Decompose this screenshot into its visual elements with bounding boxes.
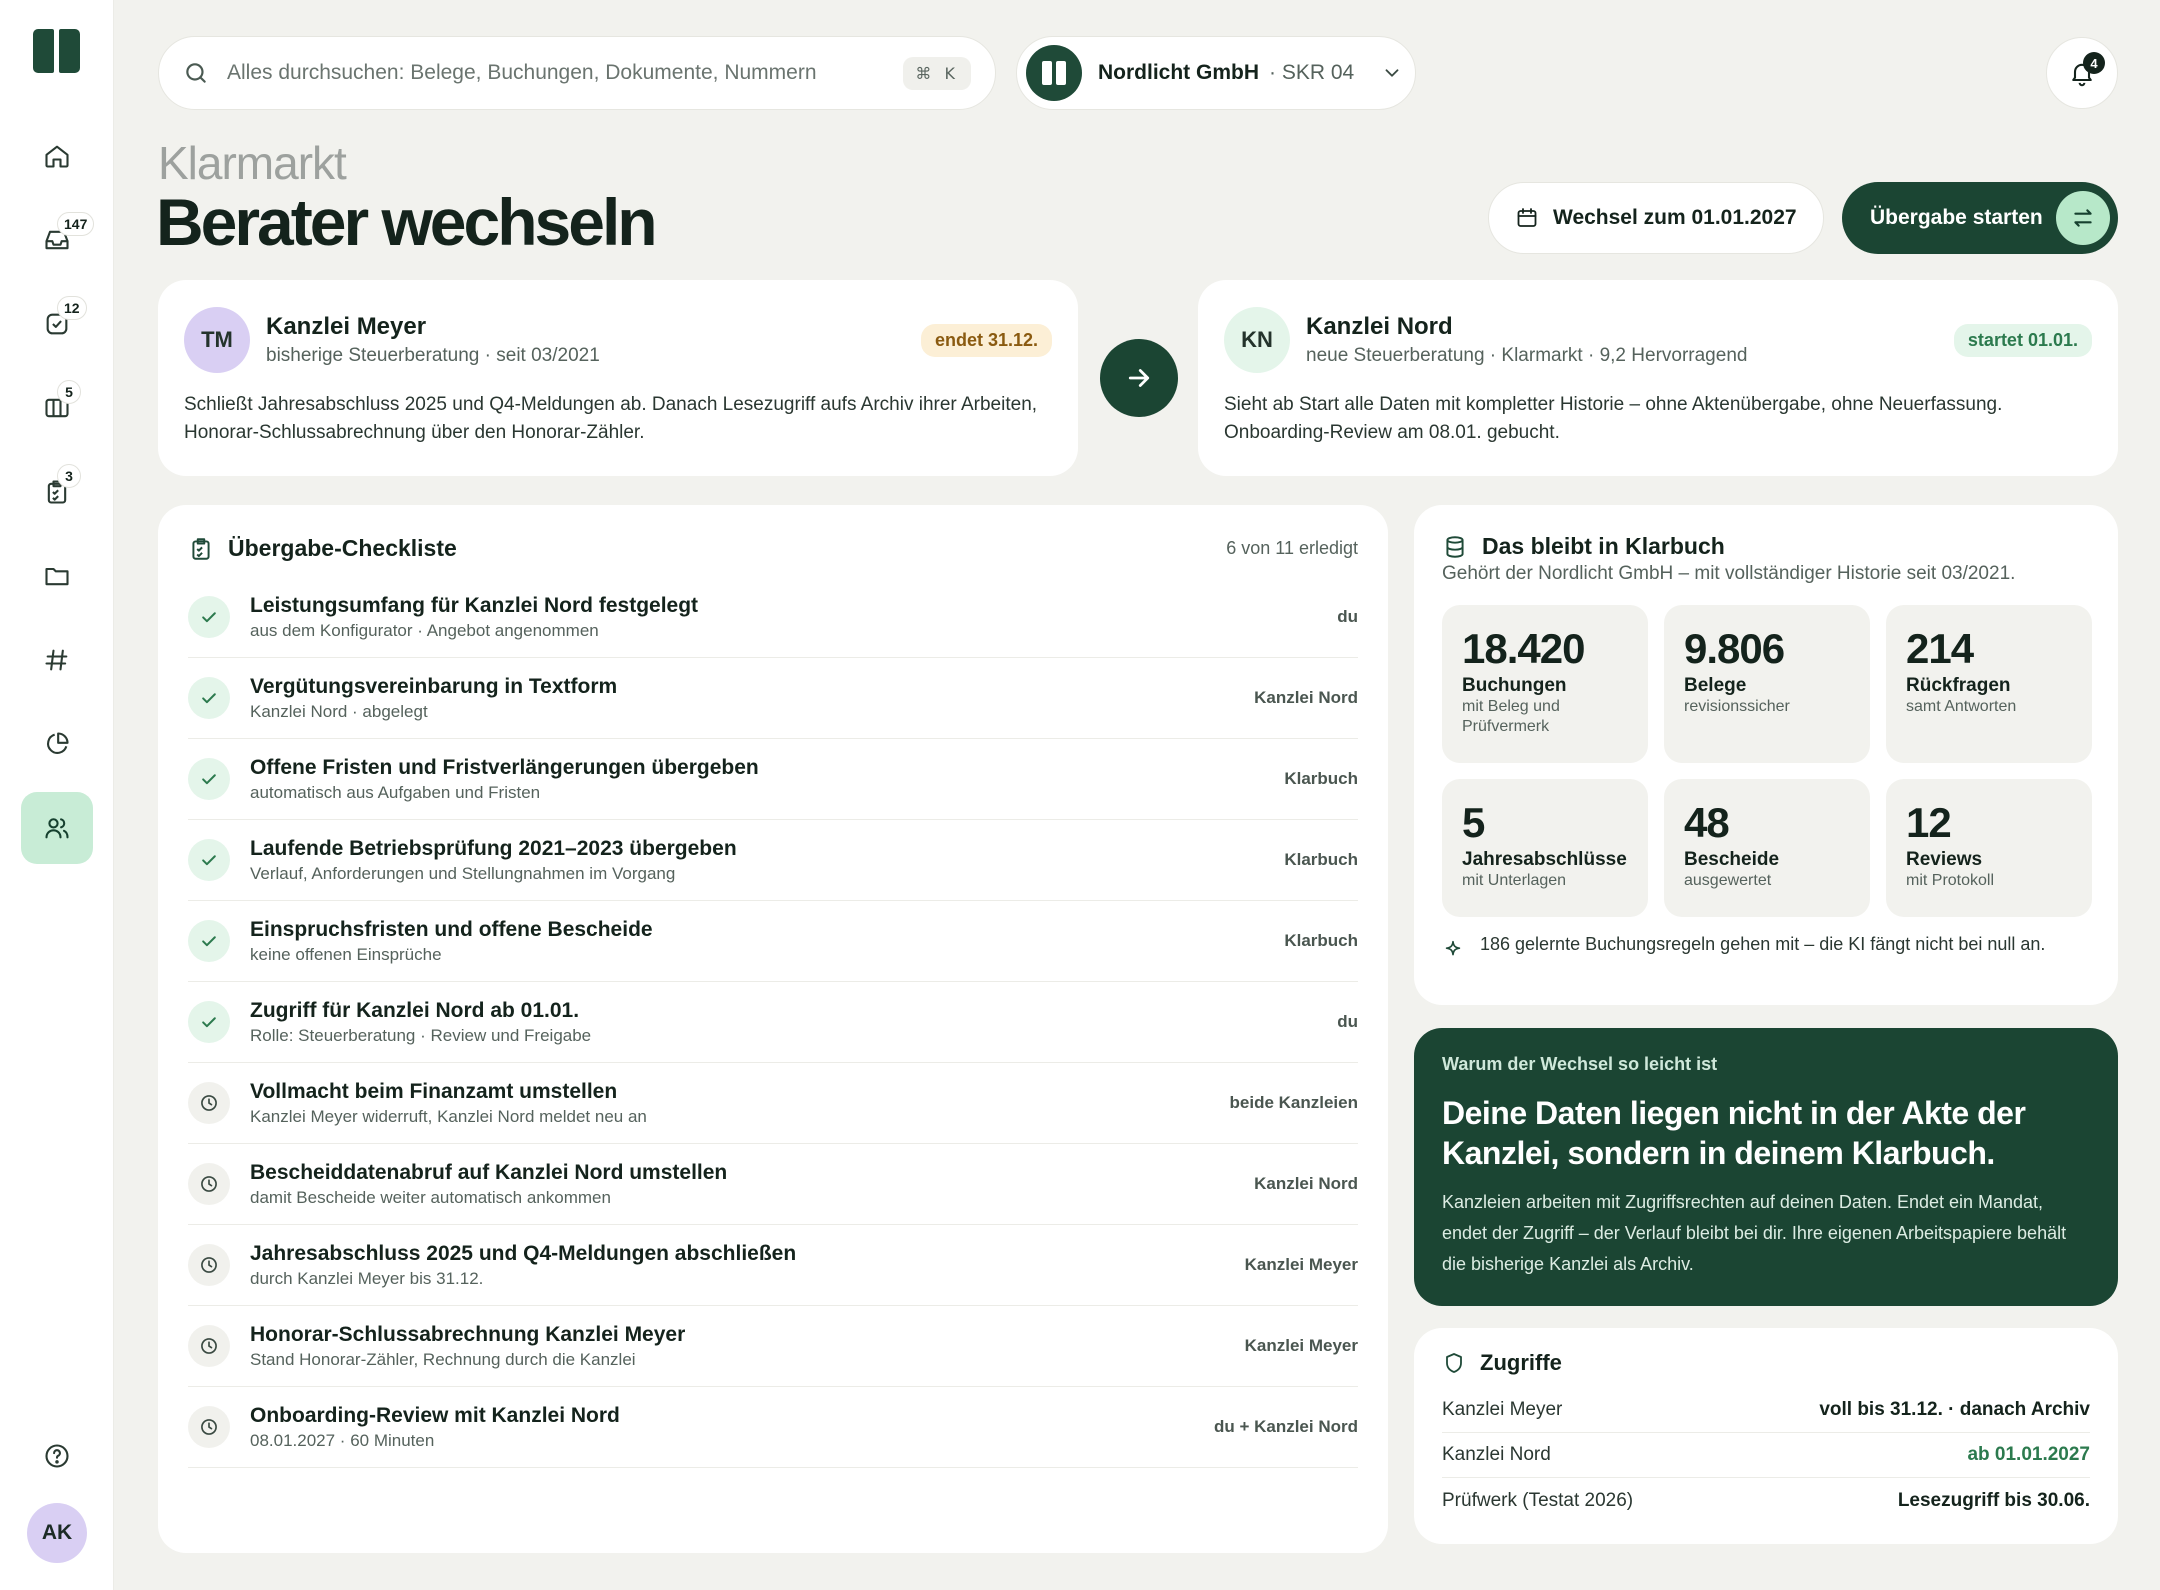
stat-sub: mit Protokoll xyxy=(1906,872,1995,889)
new-advisor-description: Sieht ab Start alle Daten mit kompletter Historie – ohne Aktenübergabe, ohne Neuerfassung. Onboarding-Review am 08.01. gebucht. xyxy=(1224,394,2003,443)
checklist-item-title: Laufende Betriebsprüfung 2021–2023 übergeben xyxy=(250,836,737,860)
calendar-icon xyxy=(1515,206,1539,230)
old-advisor-end-badge: endet 31.12. xyxy=(921,324,1052,357)
clock-icon xyxy=(188,1325,230,1367)
access-who: Kanzlei Meyer xyxy=(1442,1399,1563,1420)
checklist-item[interactable] xyxy=(188,820,1358,901)
stat-number: 48 xyxy=(1684,799,1729,846)
sidebar-item-tasks[interactable] xyxy=(21,288,93,360)
stat-number: 9.806 xyxy=(1684,625,1785,672)
check-icon xyxy=(188,839,230,881)
checklist-item-owner: Klarbuch xyxy=(1284,931,1358,950)
access-list xyxy=(1442,1388,2090,1523)
checklist-item[interactable] xyxy=(188,982,1358,1063)
stat-label: Reviews xyxy=(1906,849,1983,870)
stat-card xyxy=(1886,605,2092,763)
checklist-item-title: Vollmacht beim Finanzamt umstellen xyxy=(250,1079,618,1103)
checklist-item-text xyxy=(250,1323,685,1370)
old-advisor-avatar: TM xyxy=(184,307,250,373)
old-advisor-name: Kanzlei Meyer xyxy=(266,313,427,340)
checklist-item-subtitle: 08.01.2027 · 60 Minuten xyxy=(250,1430,435,1450)
stat-label: Bescheide xyxy=(1684,849,1780,870)
stat-number: 18.420 xyxy=(1462,625,1585,672)
checklist-item-title: Jahresabschluss 2025 und Q4-Meldungen abschließen xyxy=(250,1241,797,1265)
sidebar-item-checklist[interactable] xyxy=(21,456,93,528)
checklist-item[interactable] xyxy=(188,1063,1358,1144)
company-switcher[interactable] xyxy=(1016,36,1416,110)
check-icon xyxy=(188,677,230,719)
checklist-item-subtitle: aus dem Konfigurator · Angebot angenommen xyxy=(250,620,599,640)
stat-label: Belege xyxy=(1684,675,1747,696)
checklist-item-owner: Kanzlei Nord xyxy=(1254,688,1358,707)
switch-date-label: Wechsel zum 01.01.2027 xyxy=(1553,206,1797,229)
sidebar-item-accounts[interactable] xyxy=(21,624,93,696)
stat-card xyxy=(1442,779,1648,917)
clock-icon xyxy=(188,1244,230,1286)
checklist-item-owner: du + Kanzlei Nord xyxy=(1213,1417,1358,1436)
sidebar-item-help[interactable] xyxy=(21,1420,93,1492)
checklist-item-owner: Klarbuch xyxy=(1284,769,1358,788)
handover-checklist xyxy=(158,505,1388,1553)
stat-number: 12 xyxy=(1906,799,1951,846)
stat-sub: ausgewertet xyxy=(1684,872,1772,889)
company-name: Nordlicht GmbH xyxy=(1098,61,1259,84)
check-icon xyxy=(188,758,230,800)
checklist-item[interactable] xyxy=(188,1387,1358,1468)
checklist-item-title: Einspruchsfristen und offene Bescheide xyxy=(250,917,653,941)
user-avatar[interactable]: AK xyxy=(27,1503,87,1563)
stat-sub: mit Beleg und Prüfvermerk xyxy=(1462,698,1560,735)
checklist-item-title: Offene Fristen und Fristverlängerungen übergeben xyxy=(250,755,759,779)
new-advisor-name: Kanzlei Nord xyxy=(1306,313,1453,340)
notifications-button[interactable] xyxy=(2046,37,2118,109)
checklist-item-subtitle: keine offenen Einsprüche xyxy=(250,944,442,964)
checklist-item-title: Zugriff für Kanzlei Nord ab 01.01. xyxy=(250,998,580,1022)
access-row xyxy=(1442,1388,2090,1433)
access-value: ab 01.01.2027 xyxy=(1967,1444,2090,1465)
checklist-item-title: Vergütungsvereinbarung in Textform xyxy=(250,674,618,698)
clock-icon xyxy=(188,1406,230,1448)
checklist-item[interactable] xyxy=(188,901,1358,982)
new-advisor-avatar: KN xyxy=(1224,307,1290,373)
checklist-progress: 6 von 11 erledigt xyxy=(1226,538,1358,558)
checklist-item-owner: du xyxy=(1337,1012,1358,1031)
stat-label: Rückfragen xyxy=(1906,675,2011,696)
access-value: voll bis 31.12. · danach Archiv xyxy=(1819,1399,2090,1420)
checklist-item-title: Bescheiddatenabruf auf Kanzlei Nord umstellen xyxy=(250,1160,728,1184)
new-advisor-start-badge: startet 01.01. xyxy=(1954,324,2092,357)
old-advisor-card xyxy=(158,280,1078,476)
stat-sub: revisionssicher xyxy=(1684,698,1790,715)
tasks-badge: 12 xyxy=(57,296,87,320)
database-icon xyxy=(1442,534,1468,560)
page-eyebrow: Klarmarkt xyxy=(158,137,346,189)
check-icon xyxy=(188,920,230,962)
swap-icon xyxy=(2056,191,2110,245)
checklist-item-owner: beide Kanzleien xyxy=(1229,1093,1358,1112)
notifications-count: 4 xyxy=(2083,52,2105,74)
old-advisor-description: Schließt Jahresabschluss 2025 und Q4-Meldungen ab. Danach Lesezugriff aufs Archiv ihrer Arbeiten, Honorar-Schlussabrechnung über den Honorar-Zähler. xyxy=(184,394,1038,443)
checklist-item-title: Leistungsumfang für Kanzlei Nord festgelegt xyxy=(250,593,699,617)
new-advisor-card xyxy=(1198,280,2118,476)
sparkle-icon xyxy=(1442,939,1464,961)
sidebar xyxy=(0,0,114,1590)
data-stays-card xyxy=(1414,505,2118,1005)
search-icon xyxy=(183,60,209,86)
access-row xyxy=(1442,1433,2090,1478)
checklist-item-subtitle: Rolle: Steuerberatung · Review und Freigabe xyxy=(250,1025,592,1045)
checklist-item-text xyxy=(250,594,698,641)
search-bar[interactable] xyxy=(158,36,996,110)
checklist-item-title: Onboarding-Review mit Kanzlei Nord xyxy=(250,1403,620,1427)
switch-date-button[interactable] xyxy=(1488,182,1824,254)
checklist-item-text xyxy=(250,675,617,722)
stat-card xyxy=(1442,605,1648,763)
checklist-item-subtitle: Kanzlei Nord · abgelegt xyxy=(250,701,428,721)
checklist-item-subtitle: damit Bescheide weiter automatisch ankommen xyxy=(250,1187,611,1207)
why-eyebrow: Warum der Wechsel so leicht ist xyxy=(1442,1054,1718,1074)
handover-arrow-button[interactable] xyxy=(1100,339,1178,417)
stat-sub: samt Antworten xyxy=(1906,698,2017,715)
stat-card xyxy=(1664,605,1870,763)
data-stays-subtitle: Gehört der Nordlicht GmbH – mit vollständiger Historie seit 03/2021. xyxy=(1442,563,2016,584)
checklist-item-subtitle: durch Kanzlei Meyer bis 31.12. xyxy=(250,1268,484,1288)
checklist-item[interactable] xyxy=(188,658,1358,739)
hash-icon xyxy=(43,646,71,674)
access-who: Prüfwerk (Testat 2026) xyxy=(1442,1489,1634,1511)
checklist-items xyxy=(188,577,1358,1468)
stat-number: 5 xyxy=(1462,799,1485,846)
checklist-item-text xyxy=(250,1404,620,1451)
checklist-badge: 3 xyxy=(57,464,81,488)
folder-icon xyxy=(43,562,71,590)
check-icon xyxy=(188,596,230,638)
checklist-item-text xyxy=(250,756,759,803)
checklist-item[interactable] xyxy=(188,1144,1358,1225)
sidebar-item-reports[interactable] xyxy=(21,708,93,780)
data-stays-title: Das bleibt in Klarbuch xyxy=(1482,533,1725,559)
checklist-item-owner: Kanzlei Meyer xyxy=(1244,1336,1358,1355)
arrow-right-icon xyxy=(1124,363,1154,393)
checklist-item[interactable] xyxy=(188,739,1358,820)
home-icon xyxy=(43,142,71,170)
checklist-title: Übergabe-Checkliste xyxy=(228,535,457,561)
access-title: Zugriffe xyxy=(1480,1350,1562,1375)
stat-label: Jahresabschlüsse xyxy=(1462,849,1627,870)
start-handover-button[interactable] xyxy=(1842,182,2118,254)
help-icon xyxy=(43,1442,71,1470)
stat-card xyxy=(1886,779,2092,917)
chevron-down-icon xyxy=(1381,62,1403,84)
new-advisor-subtitle: neue Steuerberatung · Klarmarkt · 9,2 Hervorragend xyxy=(1306,345,1748,366)
clock-icon xyxy=(188,1082,230,1124)
board-badge: 5 xyxy=(57,380,81,404)
pie-chart-icon xyxy=(43,730,71,758)
stat-sub: mit Unterlagen xyxy=(1462,872,1567,889)
app-logo[interactable] xyxy=(33,29,81,73)
start-handover-label: Übergabe starten xyxy=(1870,206,2043,229)
checklist-item-subtitle: Stand Honorar-Zähler, Rechnung durch die Kanzlei xyxy=(250,1349,636,1369)
access-card xyxy=(1414,1328,2118,1544)
checklist-item[interactable] xyxy=(188,1225,1358,1306)
page-title: Berater wechseln xyxy=(156,185,655,259)
checklist-item-text xyxy=(250,1080,647,1127)
checklist-item-text xyxy=(250,1242,796,1289)
why-title: Deine Daten liegen nicht in der Akte der Kanzlei, sondern in deinem Klarbuch. xyxy=(1442,1095,2026,1171)
checklist-item-text xyxy=(250,837,737,884)
checklist-item[interactable] xyxy=(188,1306,1358,1387)
sidebar-item-advisors[interactable] xyxy=(21,792,93,864)
access-value: Lesezugriff bis 30.06. xyxy=(1897,1489,2090,1511)
access-who: Kanzlei Nord xyxy=(1442,1444,1551,1465)
checklist-item-owner: du xyxy=(1337,607,1358,626)
sidebar-item-home[interactable] xyxy=(21,120,93,192)
ai-rules-note xyxy=(1442,933,2078,961)
checklist-item-owner: Kanzlei Nord xyxy=(1254,1174,1358,1193)
stat-card xyxy=(1664,779,1870,917)
checklist-item-owner: Klarbuch xyxy=(1284,850,1358,869)
sidebar-item-documents[interactable] xyxy=(21,540,93,612)
clipboard-check-icon xyxy=(188,536,214,562)
checklist-item-title: Honorar-Schlussabrechnung Kanzlei Meyer xyxy=(250,1322,686,1346)
checklist-item-text xyxy=(250,999,591,1046)
shield-icon xyxy=(1442,1351,1466,1375)
why-easy-card xyxy=(1414,1028,2118,1306)
users-icon xyxy=(43,814,71,842)
ai-rules-text: 186 gelernte Buchungsregeln gehen mit – die KI fängt nicht bei null an. xyxy=(1480,934,2046,954)
checklist-item-text xyxy=(250,1161,727,1208)
company-logo xyxy=(1026,45,1082,101)
checklist-item-text xyxy=(250,918,653,965)
search-input[interactable] xyxy=(227,61,903,85)
checklist-item-subtitle: automatisch aus Aufgaben und Fristen xyxy=(250,782,541,802)
company-chart-of-accounts: · SKR 04 xyxy=(1269,61,1355,84)
search-shortcut-hint: ⌘ K xyxy=(903,57,971,90)
sidebar-item-inbox[interactable] xyxy=(21,204,93,276)
inbox-badge: 147 xyxy=(57,212,94,236)
checklist-item-subtitle: Kanzlei Meyer widerruft, Kanzlei Nord meldet neu an xyxy=(250,1106,647,1126)
sidebar-item-board[interactable] xyxy=(21,372,93,444)
clock-icon xyxy=(188,1163,230,1205)
stat-number: 214 xyxy=(1906,625,1974,672)
checklist-item[interactable] xyxy=(188,577,1358,658)
stat-label: Buchungen xyxy=(1462,675,1567,696)
access-row xyxy=(1442,1478,2090,1523)
old-advisor-subtitle: bisherige Steuerberatung · seit 03/2021 xyxy=(266,345,600,366)
check-icon xyxy=(188,1001,230,1043)
checklist-item-subtitle: Verlauf, Anforderungen und Stellungnahmen im Vorgang xyxy=(250,863,676,883)
why-text: Kanzleien arbeiten mit Zugriffsrechten auf deinen Daten. Endet ein Mandat, endet der Zugriff – der Verlauf bleibt bei dir. Ihre eigenen Arbeitspapiere behält die bisherige Kanzlei als Archiv. xyxy=(1442,1192,2067,1274)
checklist-item-owner: Kanzlei Meyer xyxy=(1244,1255,1358,1274)
